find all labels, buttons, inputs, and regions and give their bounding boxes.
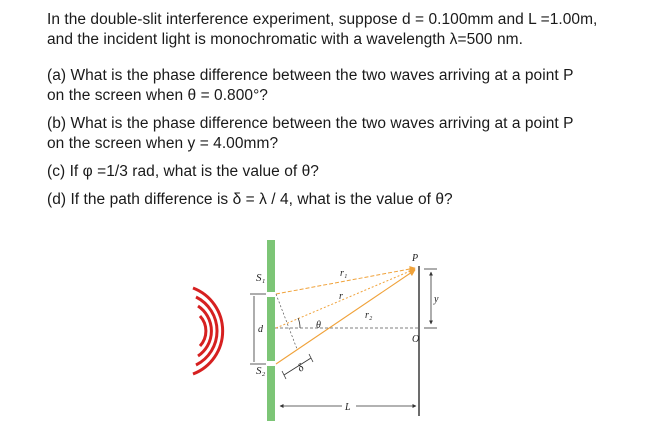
label-y: y xyxy=(434,294,439,305)
wave-fronts xyxy=(193,288,223,374)
barrier-top xyxy=(267,240,275,292)
label-o: O xyxy=(412,334,420,345)
double-slit-diagram xyxy=(190,228,450,428)
part-b-line-1: (b) What is the phase difference between the two waves arriving at a point P xyxy=(47,115,574,132)
slit-barrier xyxy=(267,240,275,421)
label-theta: θ xyxy=(316,320,321,331)
label-s1: S₁ xyxy=(256,272,266,284)
theta-arc xyxy=(298,318,300,328)
part-a-line-2: on the screen when θ = 0.800°? xyxy=(47,87,268,104)
label-d: d xyxy=(258,324,263,335)
intro-line-1: In the double-slit interference experiment, suppose d = 0.100mm and L =1.00m, xyxy=(47,11,598,28)
label-r1: r₁ xyxy=(340,268,348,279)
label-s2: S₂ xyxy=(256,365,266,377)
problem-intro xyxy=(47,10,597,50)
question-part-d: (d) If the path difference is δ = λ / 4, what is the value of θ? xyxy=(47,191,453,208)
ray-r2 xyxy=(276,270,415,364)
barrier-middle xyxy=(267,297,275,361)
question-part-a xyxy=(47,66,574,106)
label-p: P xyxy=(412,253,419,264)
label-l: L xyxy=(345,402,351,413)
intro-line-2: and the incident light is monochromatic with a wavelength λ=500 nm. xyxy=(47,31,523,48)
question-part-b xyxy=(47,114,574,154)
label-delta: δ xyxy=(295,361,306,375)
barrier-bottom xyxy=(267,366,275,421)
path-difference-perpendicular xyxy=(276,294,297,349)
part-a-line-1: (a) What is the phase difference between the two waves arriving at a point P xyxy=(47,67,574,84)
question-part-c: (c) If φ =1/3 rad, what is the value of θ? xyxy=(47,163,319,180)
part-b-line-2: on the screen when y = 4.00mm? xyxy=(47,135,279,152)
label-r: r xyxy=(339,291,343,302)
wave-arc-1 xyxy=(200,316,206,346)
label-r2: r₂ xyxy=(365,310,373,321)
